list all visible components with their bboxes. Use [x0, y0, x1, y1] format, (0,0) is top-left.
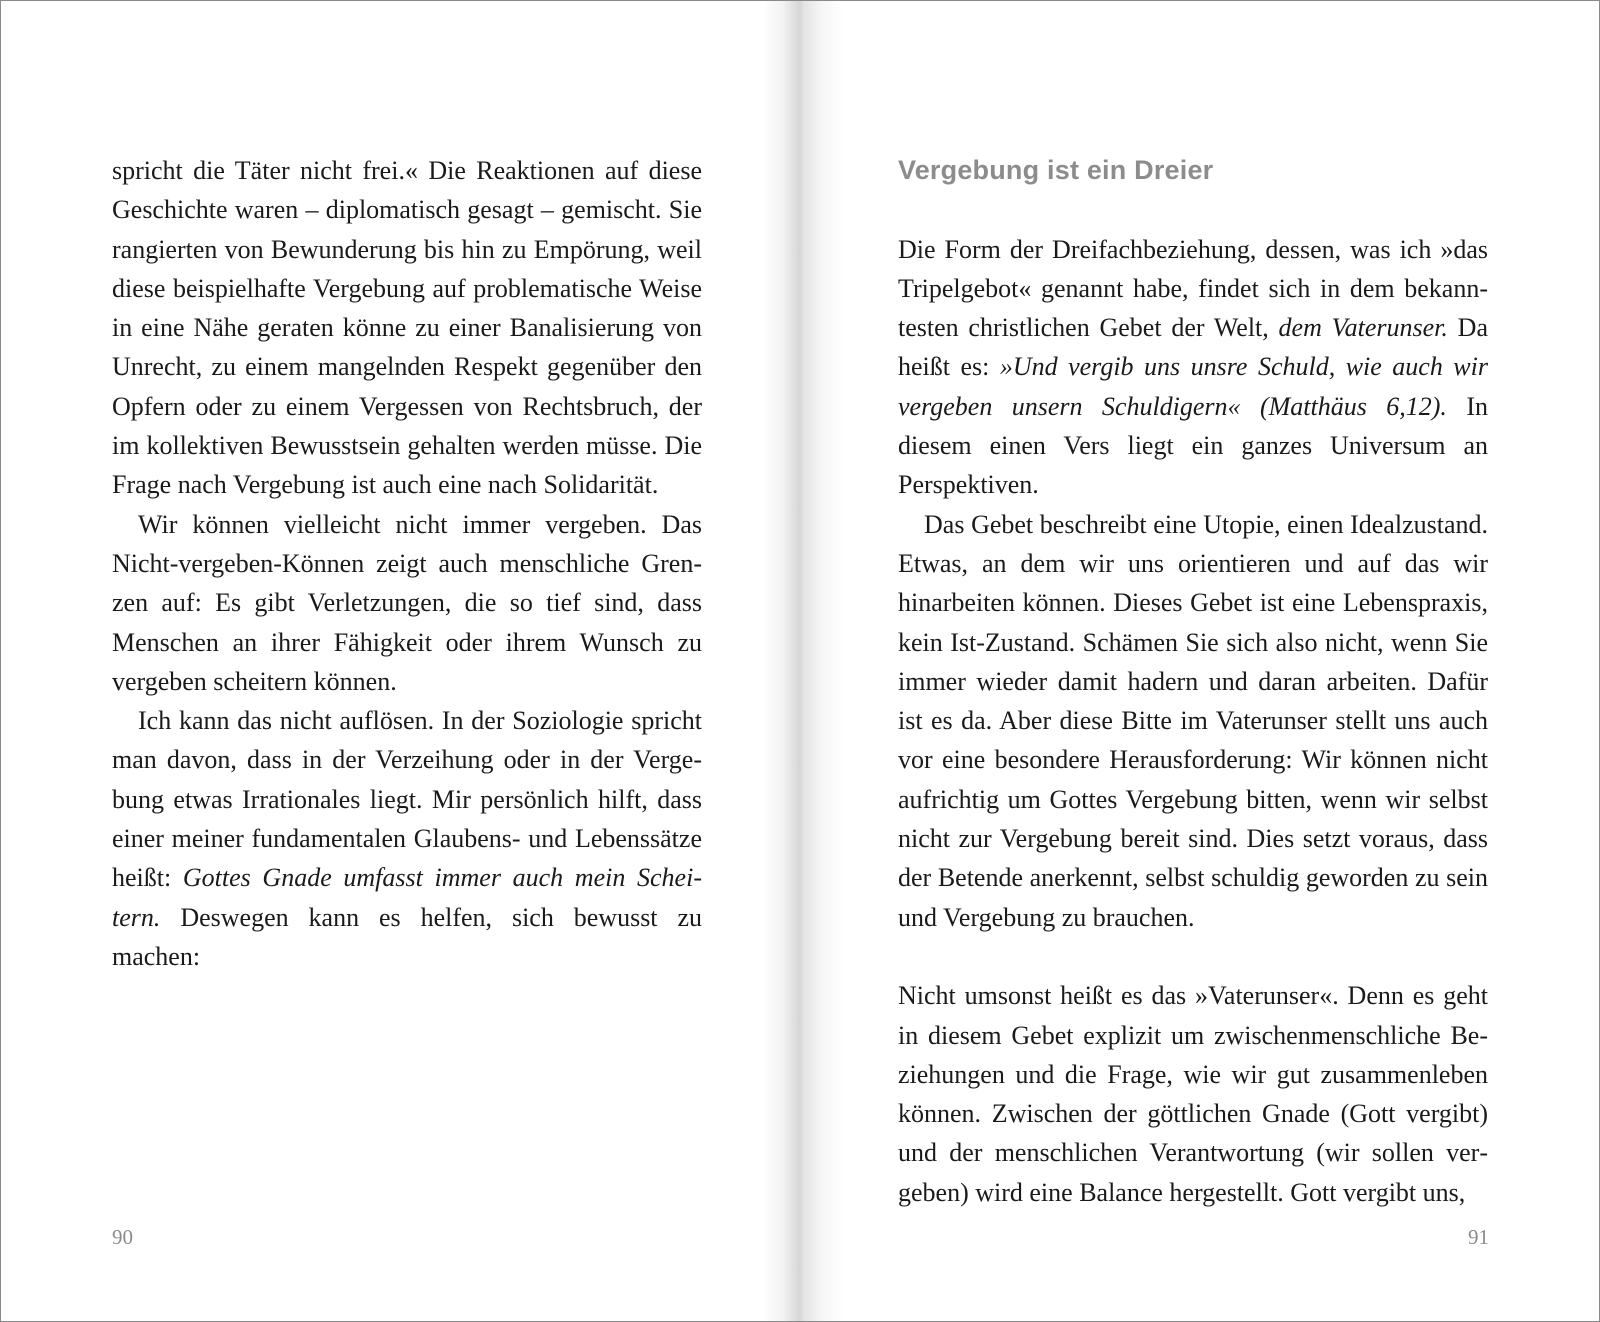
- right-page: [801, 1, 1599, 1321]
- right-p1-italic-a: dem Vaterunser.: [1278, 313, 1448, 343]
- left-p3-italic: Gottes Gnade umfasst immer auch mein Scheitern.: [112, 863, 702, 932]
- left-paragraph-3: [112, 701, 702, 976]
- right-page-text: [898, 151, 1488, 1212]
- right-p1-text-a: Die Form der Dreifachbeziehung, dessen, was ich »das Tripelgebot« genannt habe, findet sich in dem bekanntesten christlichen Gebet der Welt,: [898, 234, 1488, 343]
- right-p1-italic-b: »Und vergib uns unsre Schuld, wie auch wir vergeben unsern Schuldigern« (Matthäus 6,12).: [898, 352, 1488, 421]
- left-paragraph-2: [112, 505, 702, 701]
- right-p1-text-c: In diesem einen Vers liegt ein ganzes Universum an Perspektiven.: [898, 391, 1488, 500]
- page-number-left: 90: [112, 1225, 133, 1249]
- left-p3-text-a: Ich kann das nicht auflösen. In der Soziologie spricht man davon, dass in der Verzeihung oder in der Vergebung etwas Irrationales liegt. Mir persönlich hilft, dass einer meiner fundamentalen Glaubens- und Lebenssätze heißt:: [112, 706, 702, 893]
- right-p1-text-b: Da heißt es:: [898, 313, 1488, 382]
- left-p3-text-b: Deswegen kann es helfen, sich bewusst zu machen:: [112, 902, 702, 971]
- left-paragraph-1: [112, 151, 702, 505]
- left-p2-text: Wir können vielleicht nicht immer vergeben. Das Nicht-vergeben-Können zeigt auch menschliche Grenzen auf: Es gibt Verletzungen, die so tief sind, dass Menschen an ihrer Fähigkeit oder ihrem Wunsch zu vergeben scheitern können.: [112, 509, 702, 696]
- right-p3-text: Nicht umsonst heißt es das »Vaterunser«. Denn es geht in diesem Gebet explizit um zwischenmenschliche Beziehungen und die Frage, wie wir gut zusammenleben können. Zwischen der göttlichen Gnade (Gott vergibt) und der menschlichen Verantwortung (wir sollen vergeben) wird eine Balance hergestellt. Gott vergibt uns,: [898, 981, 1488, 1207]
- right-p2-text: Das Gebet beschreibt eine Utopie, einen Idealzustand. Etwas, an dem wir uns orientieren und auf das wir hinarbeiten können. Dieses Gebet ist eine Lebenspraxis, kein Ist-Zustand. Schämen Sie sich also nicht, wenn Sie immer wieder damit hadern und daran arbeiten. Dafür ist es da. Aber diese Bitte im Vaterunser stellt uns auch vor eine besondere Herausforderung: Wir können nicht aufrichtig um Gottes Vergebung bitten, wenn wir selbst nicht zur Vergebung bereit sind. Dies setzt voraus, dass der Betende anerkennt, selbst schuldig geworden zu sein und Vergebung zu brauchen.: [898, 509, 1488, 932]
- left-page-text: [112, 151, 702, 976]
- right-paragraph-1: [898, 230, 1488, 505]
- right-paragraph-2: [898, 505, 1488, 937]
- left-page: [1, 1, 801, 1321]
- page-number-right: 91: [1468, 1225, 1489, 1249]
- left-p1-text: spricht die Täter nicht frei.« Die Reaktionen auf diese Geschichte waren – diplomatisch gesagt – gemischt. Sie rangierten von Bewunderung bis hin zu Empörung, weil diese beispielhafte Vergebung auf problematische Weise in eine Nähe geraten könne zu einer Banalisierung von Unrecht, zu einem mangelnden Respekt gegenüber den Opfern oder zu einem Vergessen von Rechtsbruch, der im kollektiven Bewusstsein gehalten werden müsse. Die Frage nach Vergebung ist auch eine nach Solidarität.: [112, 156, 702, 500]
- right-paragraph-3: [898, 976, 1488, 1212]
- section-heading: Vergebung ist ein Dreier: [898, 155, 1214, 185]
